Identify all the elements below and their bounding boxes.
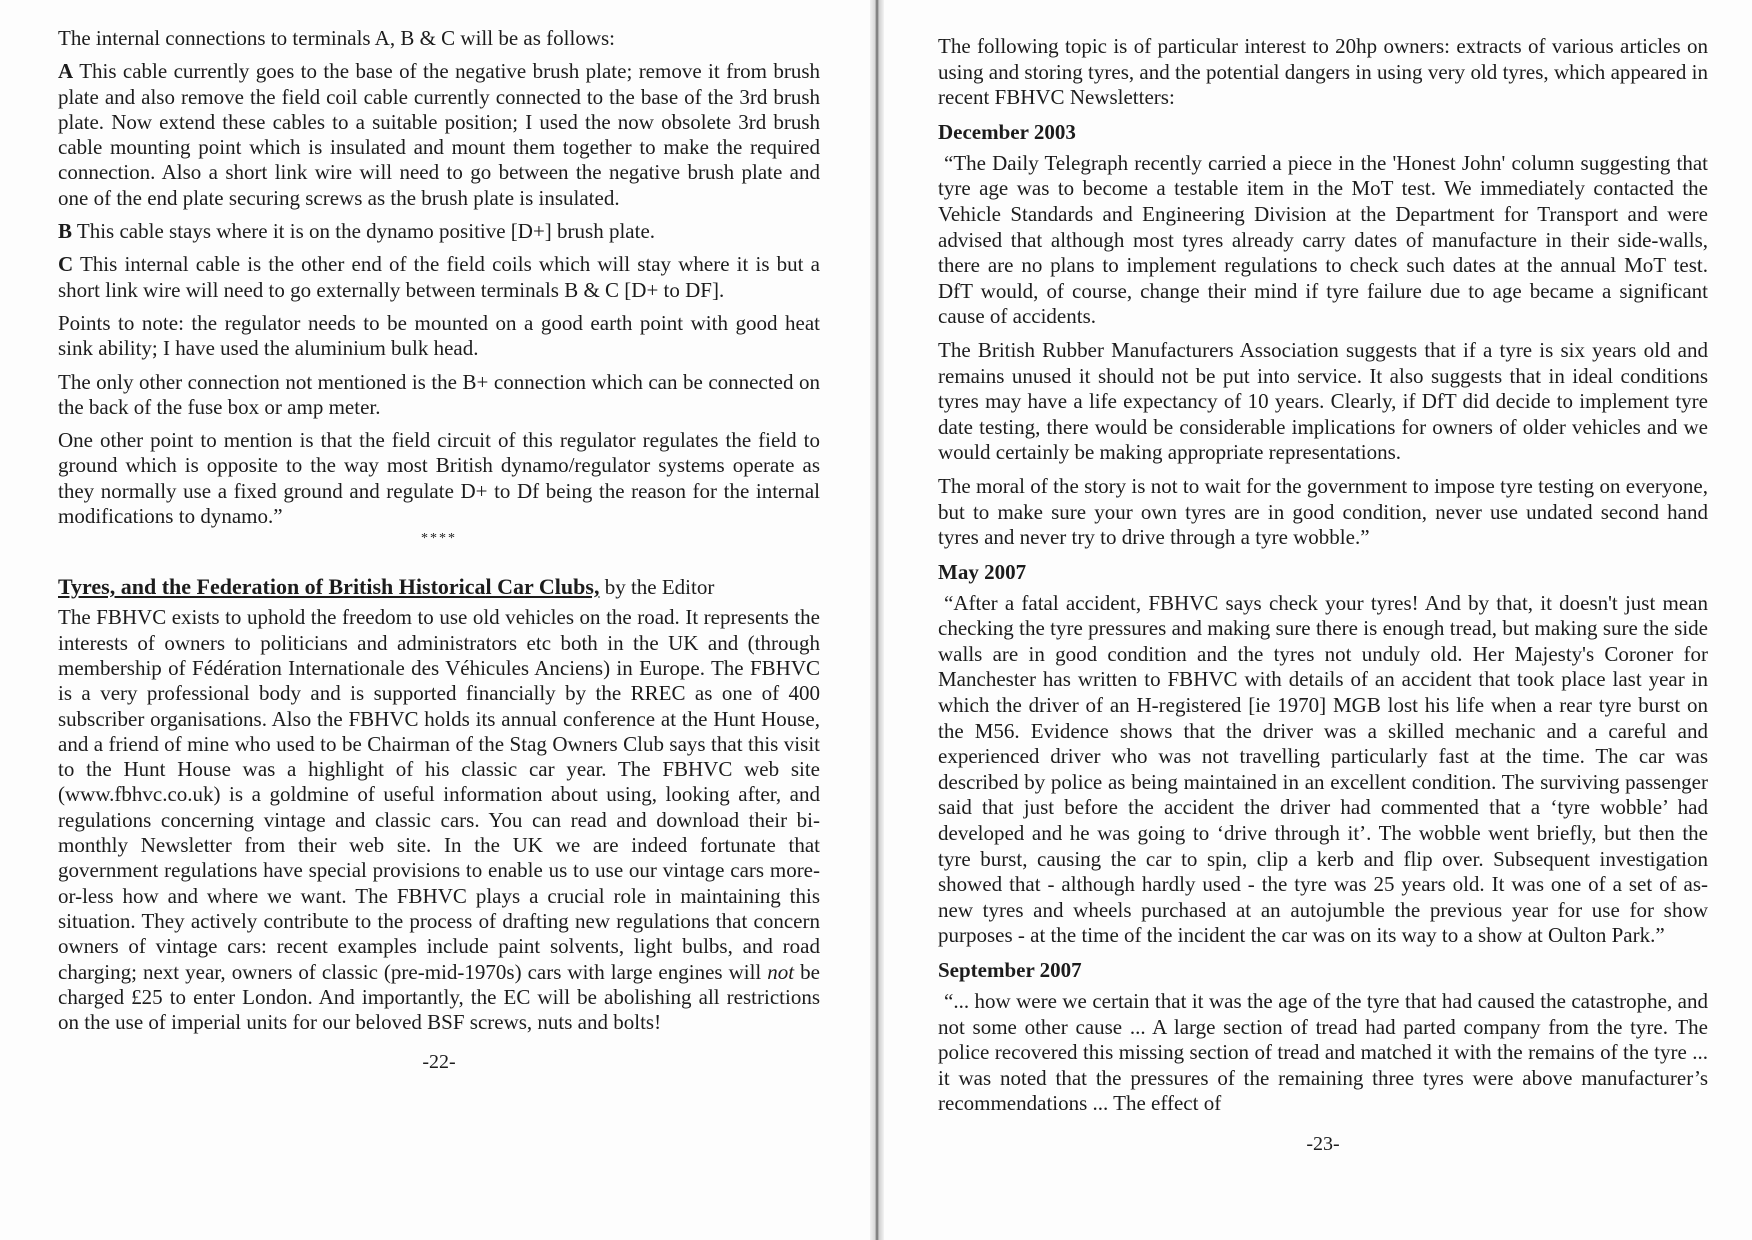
terminal-b-paragraph: [58, 219, 820, 244]
page-number-right: -23-: [1306, 1132, 1340, 1155]
terminal-b-text: This cable stays where it is on the dynamo positive [D+] brush plate.: [76, 219, 656, 244]
terminal-c-paragraph: [58, 252, 820, 303]
december-2003-paragraph-1: “The Daily Telegraph recently carried a piece in the 'Honest John' column suggesting that tyre age was to become a testable item in the MoT test. We immediately contacted the Vehicle Standards and Engineering Division at the Department for Transport and were advised that although most tyres already carry dates of manufacture in their side-walls, there are no plans to implement regulations to check such dates at the annual MoT test. DfT would, of course, change their mind if tyre failure due to age became a significant cause of accidents.: [938, 150, 1708, 329]
section-heading-september-2007: September 2007: [938, 958, 1082, 982]
article-title: Tyres, and the Federation of British Historical Car Clubs,: [58, 574, 600, 600]
terminal-a-label: A: [58, 59, 74, 84]
may-2007-paragraph: “After a fatal accident, FBHVC says check your tyres! And by that, it doesn't just mean checking the tyre pressures and making sure there is enough tread, but making sure the side walls are in good condition and the tyres not unduly old. Her Majesty's Coroner for Manchester has written to FBHVC with details of an accident that took place last year in which the driver of an H-registered [ie 1970] MGB lost his life when a rear tyre burst on the M56. Evidence shows that the driver was a skilled mechanic and a careful and experienced driver who was not travelling particularly fast at the time. The car was described by police as being maintained in an excellent condition. The surviving passenger said that just before the accident the driver had commented that a ‘tyre wobble’ had developed and he was going to ‘drive through it’. The wobble went briefly, but then the tyre burst, causing the car to spin, clip a kerb and flip over. Subsequent investigation showed that - although hardly used - the tyre was 25 years old. It was one of a set of as-new tyres and wheels purchased at an autojumble the previous year for use for show purposes - at the time of the incident the car was on its way to a show at Oulton Park.”: [938, 590, 1708, 948]
article-byline: by the Editor: [604, 575, 715, 600]
points-to-note-paragraph: Points to note: the regulator needs to be mounted on a good earth point with good heat sink ability; I have used the aluminium bulk head.: [58, 310, 820, 361]
article-heading: [58, 573, 820, 601]
article-body-part-2: be charged £25 to enter London. And importantly, the EC will be abolishing all restrictions on the use of imperial units for our beloved BSF screws, nuts and bolts!: [58, 959, 820, 1035]
article-body-part-1: The FBHVC exists to uphold the freedom to use old vehicles on the road. It represents the interests of owners to politicians and administrators etc both in the UK and (through membership of Fédération Internationale des Véhicules Anciens) in Europe. The FBHVC is a very professional body and is supported financially by the RREC as one of 400 subscriber organisations. Also the FBHVC holds its annual conference at the Hunt House, and a friend of mine who used to be Chairman of the Stag Owners Club says that this visit to the Hunt House was a highlight of his classic car year. The FBHVC web site (www.fbhvc.co.uk) is a goldmine of useful information about using, looking after, and regulations concerning vintage and classic cars. You can read and download their bi-monthly Newsletter from their web site. In the UK we are indeed fortunate that government regulations have special provisions to enable us to use our vintage cars more-or-less how and where we want. The FBHVC plays a crucial role in maintaining this situation. They actively contribute to the process of drafting new regulations that concern owners of vintage cars: recent examples include paint solvents, light bulbs, and road charging; next year, owners of classic (pre-mid-1970s) cars with large engines will: [58, 605, 820, 984]
section-heading-december-2003: December 2003: [938, 119, 1076, 144]
section-separator: ****: [421, 531, 457, 547]
september-2007-paragraph: “... how were we certain that it was the age of the tyre that had caused the catastrophe, and not some other cause ... A large section of tread had parted company from the tyre. The police recovered this missing section of tread and matched it with the remains of the tyre ... it was noted that the pressures of the remaining three tyres were above manufacturer’s recommendations ... The effect of: [938, 989, 1708, 1116]
terminal-c-text: This internal cable is the other end of the field coils which will stay where it is but a short link wire will need to go externally between terminals B & C [D+ to DF].: [58, 252, 820, 302]
december-2003-paragraph-3: The moral of the story is not to wait for the government to impose tyre testing on everyone, but to make sure your own tyres are in good condition, never use undated second hand tyres and never try to drive through a tyre wobble.”: [938, 473, 1708, 550]
other-point-paragraph: One other point to mention is that the field circuit of this regulator regulates the field to ground which is opposite to the way most British dynamo/regulator systems operate as they normally use a fixed ground and regulate D+ to Df being the reason for the internal modifications to dynamo.”: [58, 428, 820, 529]
terminal-a-paragraph: [58, 59, 820, 211]
section-heading-may-2007: May 2007: [938, 559, 1027, 584]
right-page: [882, 0, 1752, 1240]
page-number-left: -22-: [422, 1051, 456, 1074]
december-2003-paragraph-2: The British Rubber Manufacturers Association suggests that if a tyre is six years old and remains unused it should not be put into service. It also suggests that in ideal conditions tyres may have a life expectancy of 10 years. Clearly, if DfT did decide to implement tyre date testing, there would be considerable implications for owners of older vehicles and we would certainly be making appropriate representations.: [938, 337, 1708, 465]
article-body-paragraph: [58, 605, 820, 1035]
article-emphasis: not: [767, 959, 795, 984]
terminal-a-text: This cable currently goes to the base of the negative brush plate; remove it from brush plate and also remove the field coil cable currently connected to the base of the 3rd brush plate. Now extend these cables to a suitable position; I used the now obsolete 3rd brush cable mounting point which is insulated and mount them together to make the required connection. Also a short link wire will need to go between the negative brush plate and one of the end plate securing screws as the brush plate is insulated.: [58, 59, 820, 210]
terminal-c-label: C: [58, 252, 74, 277]
other-connection-paragraph: The only other connection not mentioned is the B+ connection which can be connected on the back of the fuse box or amp meter.: [58, 369, 820, 419]
tyres-intro-paragraph: The following topic is of particular interest to 20hp owners: extracts of various articles on using and storing tyres, and the potential dangers in using very old tyres, which appeared in recent FBHVC Newsletters:: [938, 34, 1708, 110]
terminal-b-label: B: [58, 219, 73, 244]
connections-intro: The internal connections to terminals A, B & C will be as follows:: [58, 26, 615, 50]
